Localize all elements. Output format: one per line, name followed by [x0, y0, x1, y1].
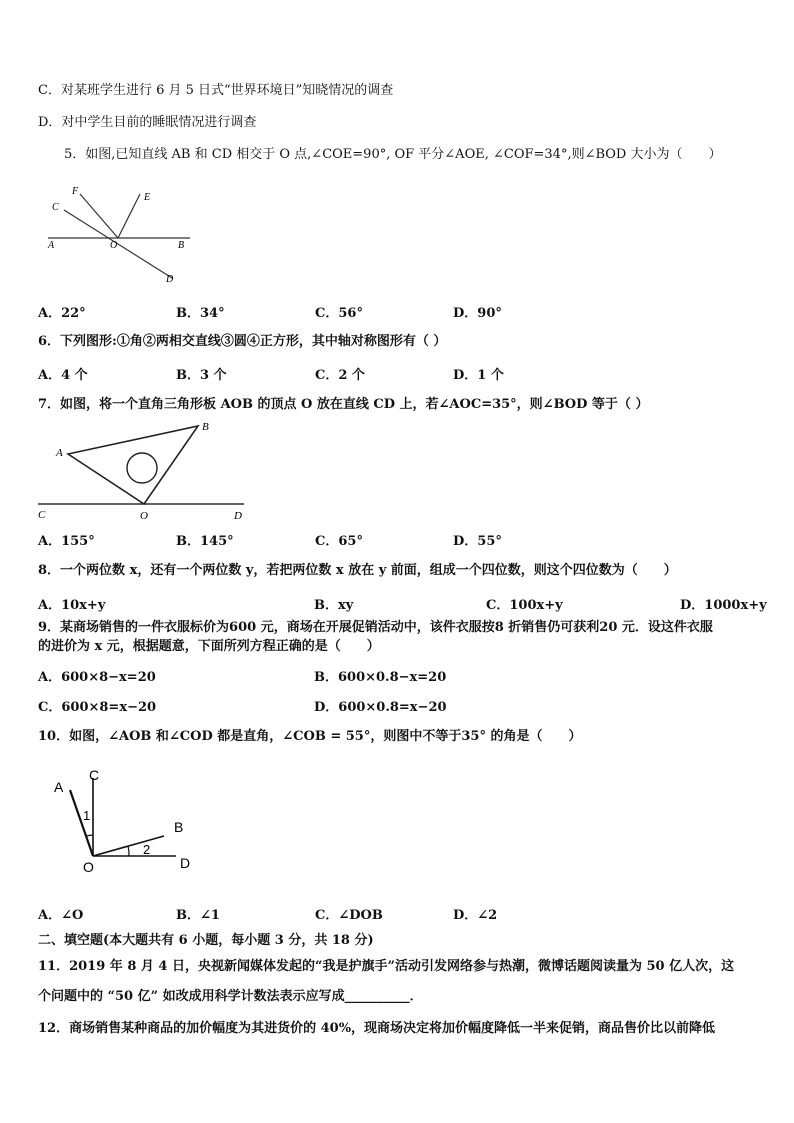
q7-option-c[interactable]: C．65°: [315, 534, 363, 549]
question-5: 5．如图,已知直线 AB 和 CD 相交于 O 点,∠COE=90°, OF 平分∠AOE, ∠COF=34°,则∠BOD 大小为（ ）: [64, 147, 722, 162]
q5-label-b: B: [178, 240, 185, 251]
q5-option-c[interactable]: C．56°: [315, 306, 363, 321]
q8-option-a[interactable]: A．10x+y: [38, 598, 106, 613]
q5-option-a[interactable]: A．22°: [38, 306, 86, 321]
q5-options: [38, 302, 758, 320]
q5-label-c: C: [52, 202, 59, 213]
q7-label-b: B: [202, 421, 209, 433]
q9-options-row-1: [38, 666, 758, 684]
q7-option-b[interactable]: B．145°: [176, 534, 234, 549]
q6-option-d[interactable]: D．1 个: [453, 368, 504, 383]
q5-option-d[interactable]: D．90°: [453, 306, 502, 321]
q7-label-d: D: [234, 510, 242, 522]
option-d-text: D．对中学生目前的睡眠情况进行调查: [38, 115, 257, 130]
q10-label-d: D: [180, 855, 191, 871]
q6-option-c[interactable]: C．2 个: [315, 368, 365, 383]
q9-option-c[interactable]: C．600×8=x−20: [38, 700, 157, 715]
q10-label-c: C: [89, 767, 100, 783]
q10-options: [38, 904, 758, 922]
q9-option-b[interactable]: B．600×0.8−x=20: [314, 670, 447, 685]
q10-label-o: O: [83, 859, 94, 875]
figure-q10: [46, 762, 206, 882]
q8-options: [38, 594, 767, 613]
q6-option-b[interactable]: B．3 个: [176, 368, 227, 383]
q7-label-c: C: [38, 509, 46, 521]
q10-option-b[interactable]: B．∠1: [176, 908, 220, 923]
q6-option-a[interactable]: A．4 个: [38, 368, 88, 383]
q9-option-d[interactable]: D．600×0.8=x−20: [314, 700, 447, 715]
q5-label-a: A: [48, 240, 55, 251]
q8-option-d[interactable]: D．1000x+y: [680, 598, 767, 613]
q10-label-a: A: [54, 779, 64, 795]
q7-label-o: O: [140, 510, 148, 522]
q8-option-c[interactable]: C．100x+y: [486, 598, 563, 613]
option-c-text: C．对某班学生进行 6 月 5 日式“世界环境日”知晓情况的调查: [38, 83, 394, 98]
q10-label-b: B: [174, 819, 184, 835]
q5-label-f: F: [72, 186, 79, 197]
question-11-line-1: 11．2019 年 8 月 4 日，央视新闻媒体发起的“我是护旗手”活动引发网络参与热潮，微博话题阅读量为 50 亿人次，这: [38, 959, 735, 974]
question-9-line-2: 的进价为 x 元，根据题意，下面所列方程正确的是（ ）: [38, 639, 380, 654]
q10-label-angle-2: 2: [143, 842, 151, 857]
figure-q7: [34, 418, 248, 526]
q7-option-a[interactable]: A．155°: [38, 534, 95, 549]
question-9-line-1: 9．某商场销售的一件衣服标价为600 元，商场在开展促销活动中，该件衣服按8 折销售仍可获利20 元．设这件衣服: [38, 620, 713, 635]
q5-option-b[interactable]: B．34°: [176, 306, 225, 321]
figure-q5: [44, 182, 194, 286]
q10-option-d[interactable]: D．∠2: [453, 908, 498, 923]
q10-option-a[interactable]: A．∠O: [38, 908, 84, 923]
section-2-heading: 二、填空题(本大题共有 6 小题，每小题 3 分，共 18 分): [38, 933, 374, 948]
q9-option-a[interactable]: A．600×8−x=20: [38, 670, 156, 685]
q5-label-e: E: [144, 192, 151, 203]
question-7: 7．如图，将一个直角三角形板 AOB 的顶点 O 放在直线 CD 上，若∠AOC=35°，则∠BOD 等于（ ）: [38, 397, 649, 412]
question-12: 12．商场销售某种商品的加价幅度为其进货价的 40%，现商场决定将加价幅度降低一半来促销，商品售价比以前降低: [38, 1021, 716, 1036]
q10-option-c[interactable]: C．∠DOB: [315, 908, 383, 923]
q7-options: [38, 530, 758, 548]
q8-option-b[interactable]: B．xy: [314, 598, 354, 613]
q7-option-d[interactable]: D．55°: [453, 534, 502, 549]
q10-label-angle-1: 1: [83, 808, 91, 823]
q5-label-d: D: [166, 274, 174, 285]
question-10: 10．如图，∠AOB 和∠COD 都是直角，∠COB = 55°，则图中不等于35° 的角是（ ）: [38, 729, 582, 744]
question-11-line-2: 个问题中的 “50 亿” 如改成用科学计数法表示应写成__________．: [38, 989, 423, 1004]
q6-options: [38, 364, 758, 382]
q9-options-row-2: [38, 696, 758, 714]
q7-label-a: A: [56, 447, 63, 459]
question-8: 8．一个两位数 x，还有一个两位数 y，若把两位数 x 放在 y 前面，组成一个四位数，则这个四位数为（ ）: [38, 563, 677, 578]
q5-label-o: O: [110, 240, 118, 251]
question-6: 6．下列图形:①角②两相交直线③圆④正方形，其中轴对称图形有（ ）: [38, 334, 447, 349]
